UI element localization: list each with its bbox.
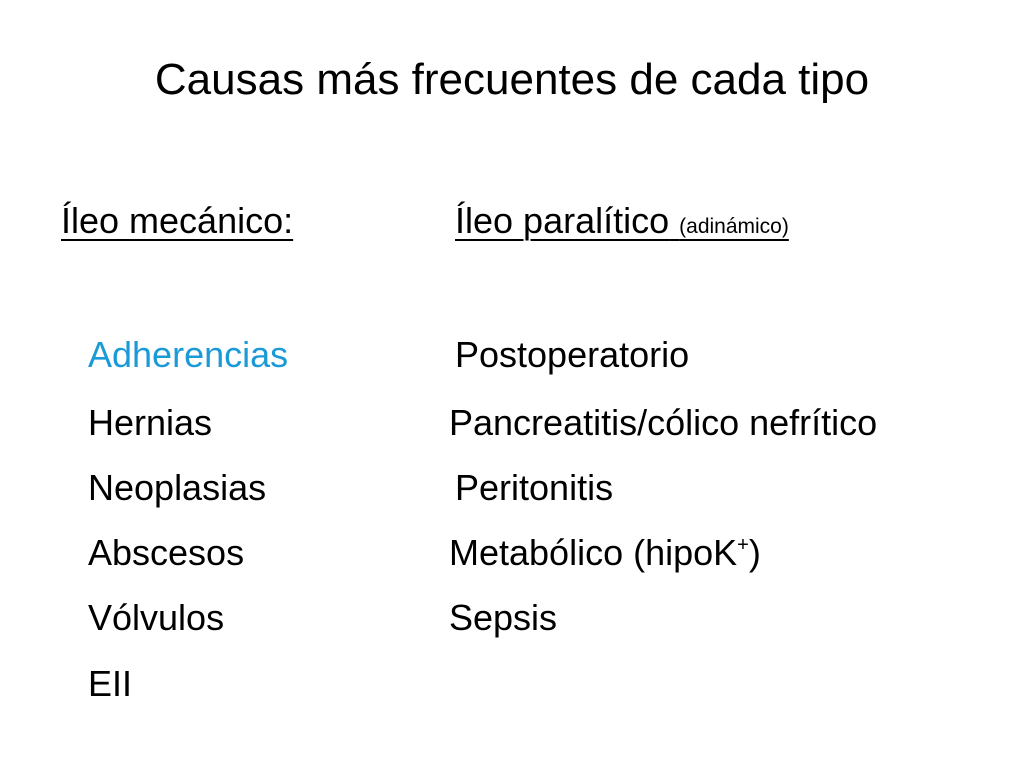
slide-title: Causas más frecuentes de cada tipo: [154, 55, 870, 104]
paralytic-ileus-heading: [455, 197, 789, 251]
paralytic-ileus-heading-text: Íleo paralítico: [455, 200, 670, 241]
cause-pancreatitis: Pancreatitis/cólico nefrítico: [449, 402, 878, 443]
cause-peritonitis: Peritonitis: [455, 467, 614, 508]
cause-metabolico-superscript: +: [737, 534, 749, 556]
cause-adherencias: Adherencias: [88, 334, 289, 375]
mechanical-ileus-heading-text: Íleo mecánico:: [61, 200, 294, 241]
cause-volvulos: Vólvulos: [88, 597, 225, 638]
cause-metabolico-closing: ): [748, 532, 761, 573]
cause-eii: EII: [88, 663, 133, 704]
cause-abscesos: Abscesos: [88, 532, 245, 573]
paralytic-ileus-heading-note: (adinámico): [679, 215, 789, 238]
cause-hernias: Hernias: [88, 402, 213, 443]
cause-neoplasias: Neoplasias: [88, 467, 267, 508]
cause-sepsis: Sepsis: [449, 597, 558, 638]
cause-metabolico: [449, 529, 761, 577]
mechanical-ileus-heading: [61, 197, 293, 245]
cause-metabolico-text: Metabólico (hipoK: [449, 532, 738, 573]
cause-postoperatorio: Postoperatorio: [455, 334, 690, 375]
